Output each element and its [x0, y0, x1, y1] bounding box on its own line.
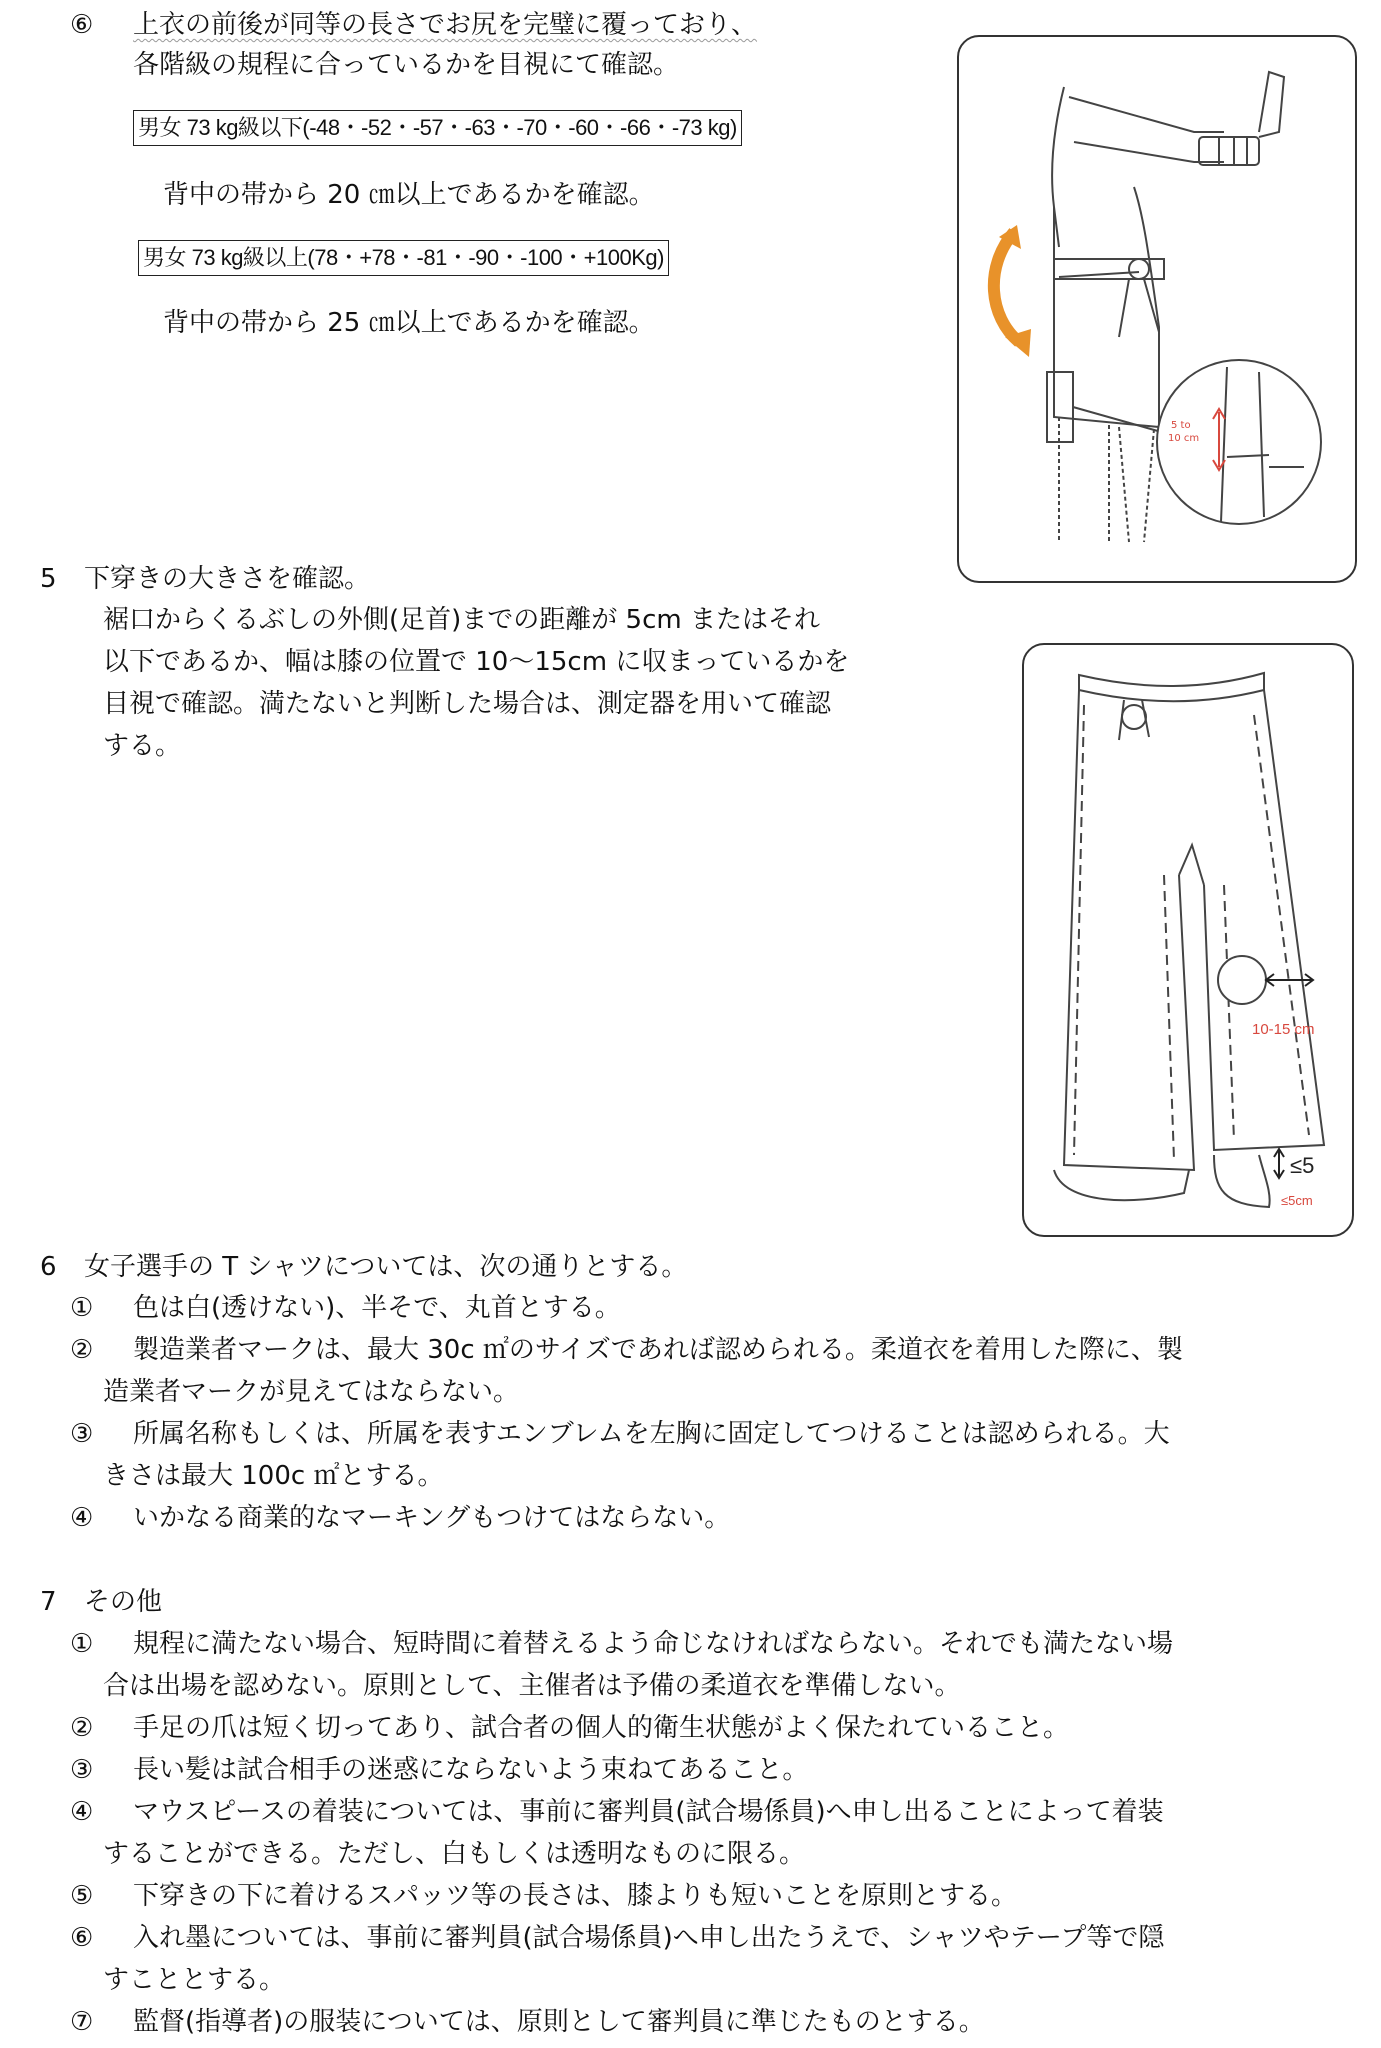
section6-item-text: 製造業者マークは、最大 30c ㎡のサイズであれば認められる。柔道衣を着用した際に、製 [133, 1335, 1183, 1365]
section5-line: する。 [103, 731, 182, 761]
section7-item-text: 入れ墨については、事前に審判員(試合場係員)へ申し出たうえで、シャツやテープ等で隠 [133, 1923, 1165, 1953]
trousers-figure [1022, 643, 1354, 1237]
section5-line: 以下であるか、幅は膝の位置で 10～15cm に収まっているかを [103, 647, 850, 677]
under73-note: 背中の帯から 20 ㎝以上であるかを確認。 [163, 180, 655, 210]
section7-item-text: 監督(指導者)の服装については、原則として審判員に準じたものとする。 [133, 2007, 985, 2037]
section7-item-marker: ⑦ [70, 2007, 94, 2037]
trousers-illustration [1024, 645, 1352, 1235]
section6-item-marker: ② [70, 1335, 94, 1365]
jacket-length-figure [957, 35, 1357, 583]
section7-item-marker: ④ [70, 1797, 94, 1827]
hem-symbol: ≤5 [1290, 1153, 1315, 1178]
section6-item-marker: ④ [70, 1503, 94, 1533]
weight-class-box-over73: 男女 73 kg級以上(78・+78・-81・-90・-100・+100Kg) [138, 240, 669, 276]
section7-item-marker: ⑤ [70, 1881, 94, 1911]
section7-item-marker: ① [70, 1629, 94, 1659]
section7-item-marker: ⑥ [70, 1923, 94, 1953]
section6-item-text: 色は白(透けない)、半そで、丸首とする。 [133, 1293, 621, 1323]
section7-item-marker: ② [70, 1713, 94, 1743]
hem-label: ≤5cm [1281, 1193, 1313, 1208]
section5-number: 5 [40, 564, 57, 594]
section5-line: 裾口からくるぶしの外側(足首)までの距離が 5cm またはそれ [103, 605, 820, 635]
section6-item-text: 所属名称もしくは、所属を表すエンブレムを左胸に固定してつけることは認められる。大 [133, 1419, 1170, 1449]
section7-item-text: 長い髪は試合相手の迷惑にならないよう束ねてあること。 [133, 1755, 809, 1785]
jacket-length-illustration [959, 37, 1355, 581]
section7-number: 7 [40, 1587, 57, 1617]
section7-item-text: 手足の爪は短く切ってあり、試合者の個人的衛生状態がよく保たれていること。 [133, 1713, 1070, 1743]
section7-item-text: 合は出場を認めない。原則として、主催者は予備の柔道衣を準備しない。 [103, 1671, 961, 1701]
section5-heading: 下穿きの大きさを確認。 [84, 564, 371, 594]
knee-width-label: 10-15 cm [1252, 1021, 1315, 1038]
section5-line: 目視で確認。満たないと判断した場合は、測定器を用いて確認 [103, 689, 832, 719]
section6-item-text: きさは最大 100c ㎡とする。 [103, 1461, 444, 1491]
section6-item-marker: ① [70, 1293, 94, 1323]
section7-item-text: 規程に満たない場合、短時間に着替えるよう命じなければならない。それでも満たない場 [133, 1629, 1174, 1659]
item6-marker: ⑥ [70, 10, 94, 40]
item6-line1: 上衣の前後が同等の長さでお尻を完璧に覆っており、 [133, 10, 758, 40]
section7-item-text: 下穿きの下に着けるスパッツ等の長さは、膝よりも短いことを原則とする。 [133, 1881, 1018, 1911]
item6-line2: 各階級の規程に合っているかを目視にて確認。 [133, 50, 680, 80]
section7-item-text: することができる。ただし、白もしくは透明なものに限る。 [103, 1839, 806, 1869]
section7-item-marker: ③ [70, 1755, 94, 1785]
section6-heading: 女子選手の T シャツについては、次の通りとする。 [84, 1252, 688, 1282]
over73-note: 背中の帯から 25 ㎝以上であるかを確認。 [163, 308, 655, 338]
section6-number: 6 [40, 1252, 57, 1282]
section7-item-text: マウスピースの着装については、事前に審判員(試合場係員)へ申し出ることによって着装 [133, 1797, 1164, 1827]
range-label-line1: 5 to [1171, 420, 1191, 431]
section6-item-marker: ③ [70, 1419, 94, 1449]
section7-item-text: すこととする。 [103, 1965, 286, 1995]
range-label-line2: 10 cm [1168, 433, 1200, 444]
weight-class-box-under73: 男女 73 kg級以下(-48・-52・-57・-63・-70・-60・-66・-73 kg) [133, 110, 742, 146]
section7-heading: その他 [84, 1587, 163, 1617]
section6-item-text: 造業者マークが見えてはならない。 [103, 1377, 520, 1407]
section6-item-text: いかなる商業的なマーキングもつけてはならない。 [133, 1503, 731, 1533]
